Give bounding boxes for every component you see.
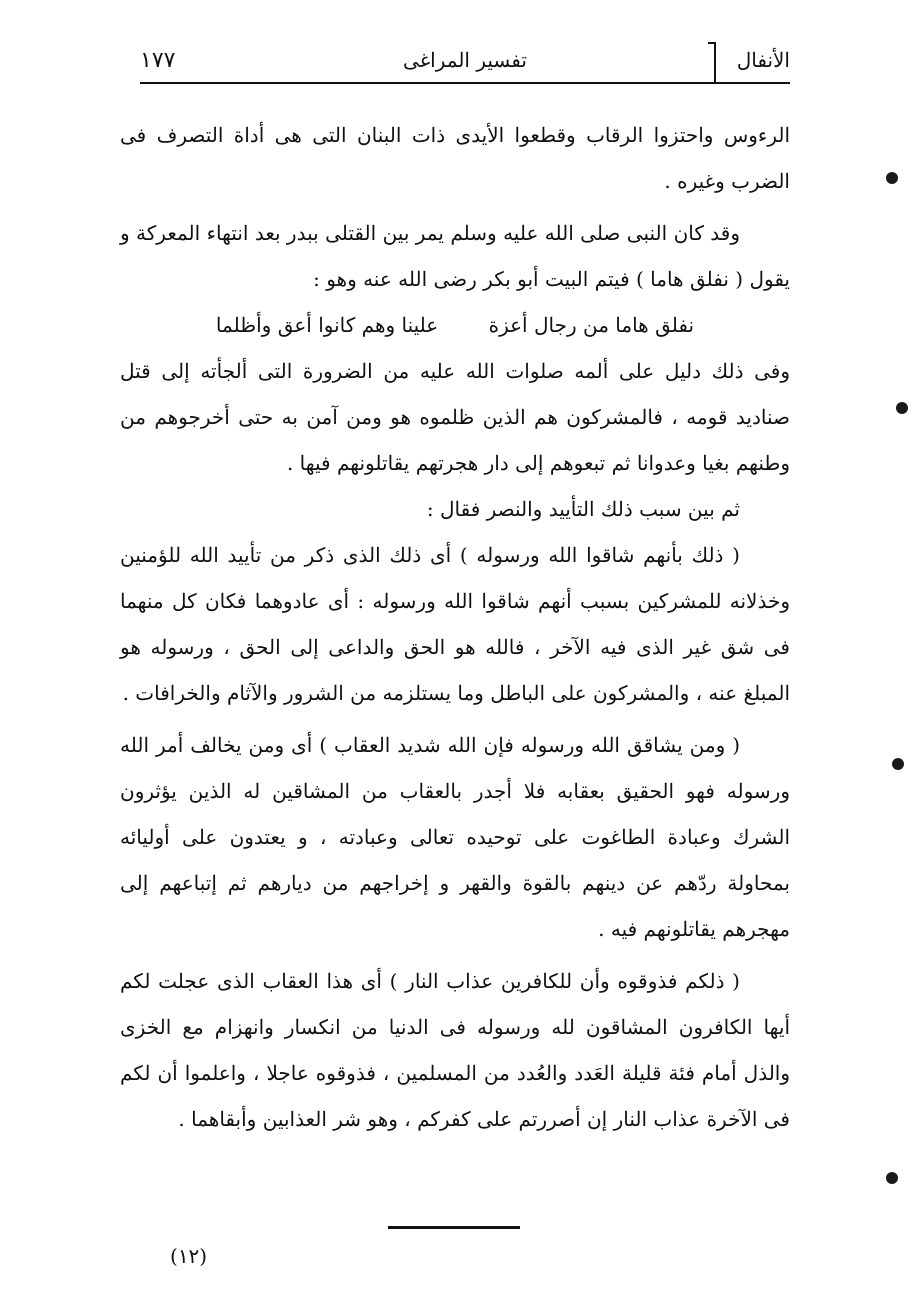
verse-hemistich-1: نفلق هاما من رجال أعزة [488, 313, 695, 337]
page-body [120, 112, 790, 1142]
paragraph-6: ( ومن يشاقق الله ورسوله فإن الله شديد العقاب ) أى ومن يخالف أمر الله ورسوله فهو الحقيق بعقابه فلا أجدر بالعقاب من المشاقين له الذين يؤثرون الشرك وعبادة الطاغوت على توحيده تعالى وعبادته ، و يعتدون على أوليائه بمحاولة ردّهم عن دينهم بالقوة والقهر و إخراجهم من ديارهم ثم إتباعهم إلى مهجرهم يقاتلونهم فيه . [120, 733, 790, 941]
paragraph-2: وقد كان النبى صلى الله عليه وسلم يمر بين القتلى ببدر بعد انتهاء المعركة و يقول ( نفلق هاما ) فيتم البيت أبو بكر رضى الله عنه وهو : [120, 221, 790, 291]
poetry-verse [120, 302, 790, 348]
signature-mark: (١٢) [170, 1244, 208, 1268]
running-header [140, 42, 790, 84]
scan-speck-icon [886, 172, 898, 184]
paragraph-7: ( ذلكم فذوقوه وأن للكافرين عذاب النار ) أى هذا العقاب الذى عجلت لكم أيها الكافرون المشاقون لله ورسوله فى الدنيا من انكسار وانهزام مع الخزى والذل أمام فئة قليلة العَدد والعُدد من المسلمين ، فذوقوه عاجلا ، واعلموا أن لكم فى الآخرة عذاب النار إن أصررتم على كفركم ، وهو شر العذابين وأبقاهما . [120, 969, 790, 1131]
paragraph-1: الرءوس واحتزوا الرقاب وقطعوا الأيدى ذات البنان التى هى أداة التصرف فى الضرب وغيره . [120, 123, 790, 193]
scan-speck-icon [892, 758, 904, 770]
verse-hemistich-2: علينا وهم كانوا أعق وأظلما [215, 313, 439, 337]
paragraph-5: ( ذلك بأنهم شاقوا الله ورسوله ) أى ذلك الذى ذكر من تأييد الله للؤمنين وخذلانه للمشركين بسبب أنهم شاقوا الله ورسوله : أى عادوهما فكان كل منهما فى شق غير الذى فيه الآخر ، فالله هو الحق والداعى إلى الحق ، ورسوله هو المبلغ عنه ، والمشركون على الباطل وما يستلزمه من الشرور والآثام والخرافات . [120, 543, 790, 705]
surah-name: الأنفال [736, 48, 790, 72]
page-number: ١٧٧ [140, 48, 176, 73]
end-rule [388, 1226, 520, 1229]
paragraph-3: وفى ذلك دليل على ألمه صلوات الله عليه من الضرورة التى ألجأته إلى قتل صناديد قومه ، فالمشركون هم الذين ظلموه هو ومن آمن به حتى أخرجوهم من وطنهم بغيا وعدوانا ثم تبعوهم إلى دار هجرتهم يقاتلونهم فيها . [120, 359, 790, 475]
paragraph-4: ثم بين سبب ذلك التأييد والنصر فقال : [426, 497, 740, 521]
book-title: تفسير المراغى [403, 48, 527, 72]
scan-speck-icon [886, 1172, 898, 1184]
header-bracket [708, 42, 716, 84]
scan-speck-icon [896, 402, 908, 414]
